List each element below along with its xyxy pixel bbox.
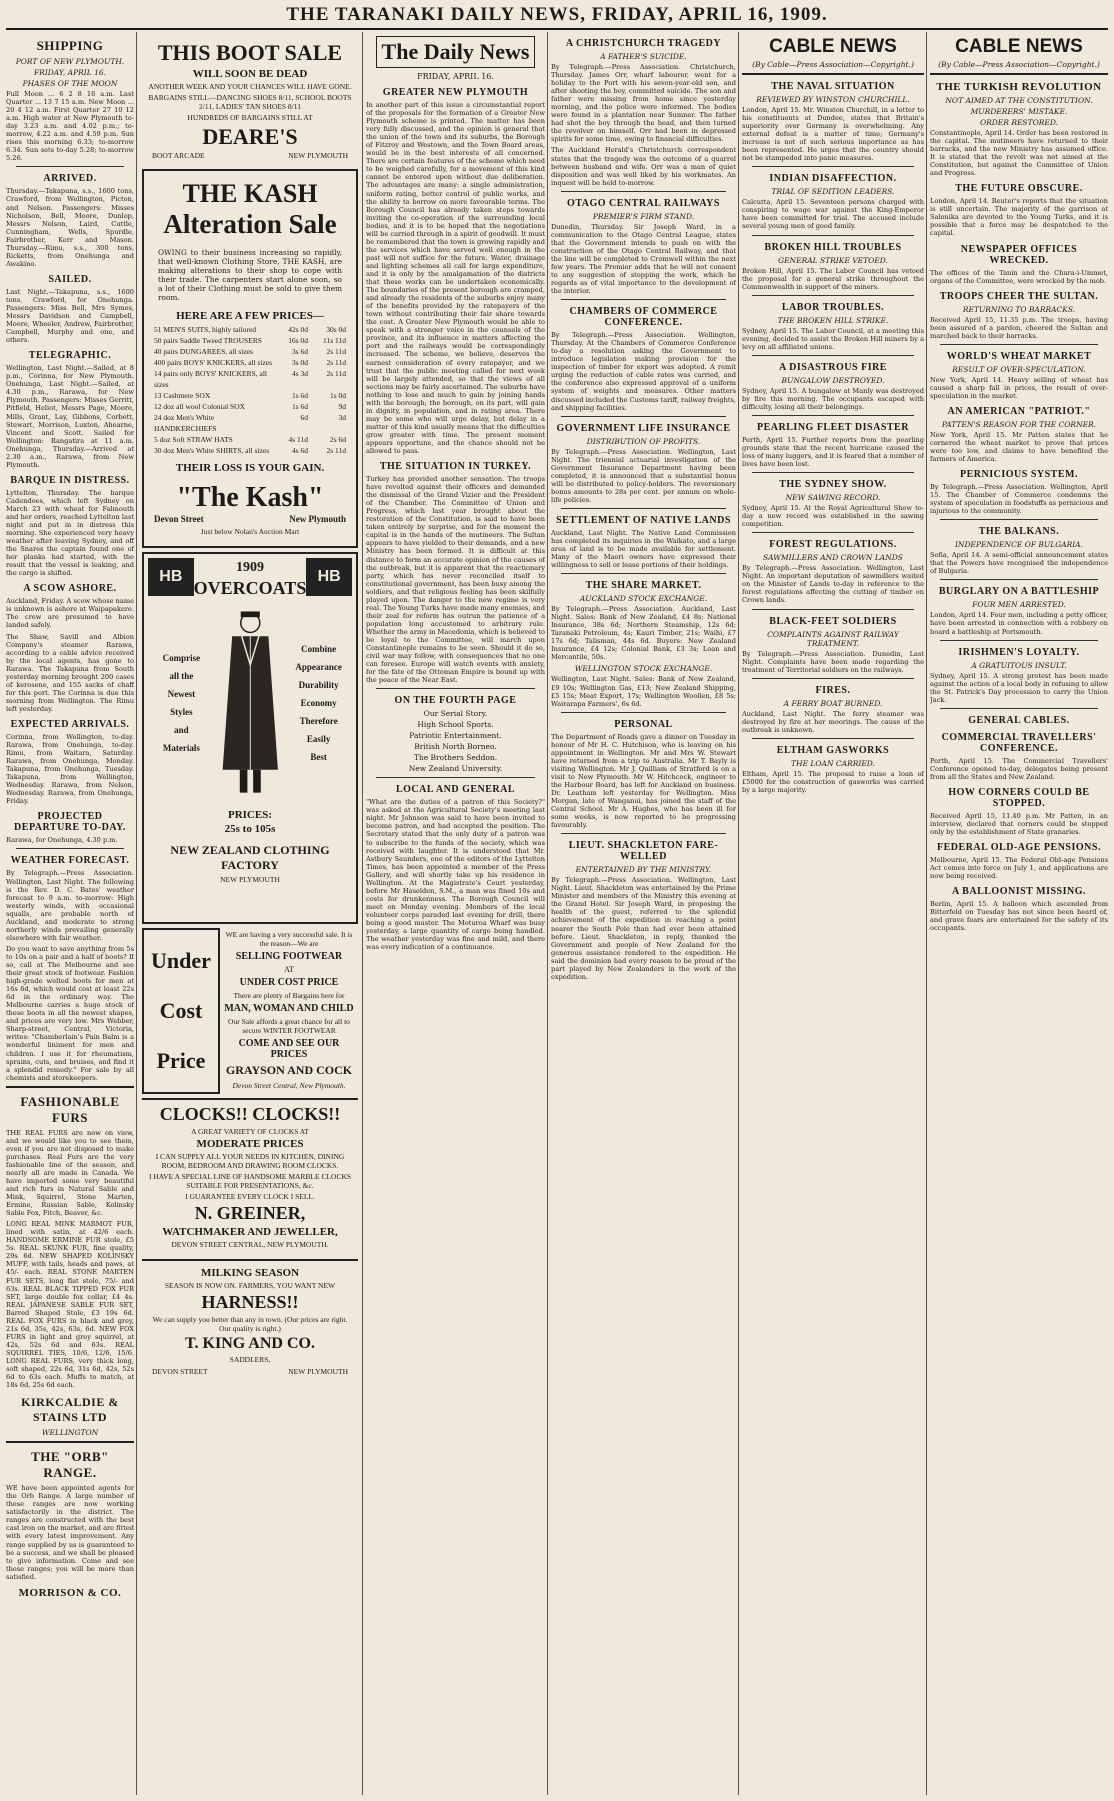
section-heading: HOW CORNERS COULD BE STOPPED. (948, 786, 1090, 809)
section-heading: THE BALKANS. (978, 526, 1060, 538)
hb-logo-icon: HB (306, 558, 352, 596)
column-divider (362, 32, 363, 1795)
masthead: THE TARANAKI DAILY NEWS, FRIDAY, APRIL 16, 1909. (286, 4, 828, 25)
ad-subtitle: HERE ARE A FEW PRICES— (176, 310, 324, 322)
article-text: Rarawa, for Onehunga, 4.30 p.m. (6, 836, 118, 845)
article-text: Received April 15, 11.35 p.m. The troops, having been assured of a pardon, cheered the Sultan and marched back to their barracks. (930, 315, 1108, 340)
ad-subtitle: THEIR LOSS IS YOUR GAIN. (175, 462, 325, 474)
price-row (148, 390, 352, 401)
article-text: By Telegraph.—Press Association. Wellington, Last Night. An important deputation of sawmillers waited on the Minister of Lands to-day in reference to the forest regulations affecting the cutting of timber on Crown lands. (742, 564, 924, 605)
price-was: 3s 0d (291, 358, 308, 367)
price-now: 2s 11d (326, 347, 346, 356)
price-now: 2s 11d (326, 358, 346, 367)
section-subheading: PATTEN'S REASON FOR THE CORNER. (941, 419, 1097, 429)
ad-line: HUNDREDS OF BARGAINS STILL AT (187, 113, 313, 122)
price-list (148, 324, 352, 456)
ad-advertiser: T. KING AND CO. (185, 1335, 315, 1352)
price-row (148, 434, 352, 445)
section-heading: ARRIVED. (43, 173, 97, 185)
price-row (148, 368, 352, 390)
section-heading: ON THE FOURTH PAGE (394, 695, 517, 707)
section-heading: LABOR TROUBLES. (781, 301, 885, 313)
section-heading: THE SYDNEY SHOW. (779, 479, 887, 491)
article-text: By Telegraph.—Press Association. Wellington, Last Night. Lieut. Shackleton was entertained by the Prime Minister and members of the Ministry this evening at the Grand Hotel. Sir Joseph Ward, in proposing the health of the guest, referred to the splendid achievement of the expedition in reaching a point nearer the South Pole than had ever been attained before. Lieut. Shackleton, in reply, thanked the Government and people of New Zealand for the generous assistance rendered to the expedition. He said the dominion had every reason to be proud of the part played by New Zealanders in the work of the expedition. (551, 876, 736, 981)
section-heading: ELTHAM GASWORKS (776, 744, 890, 756)
ad-line: DEVON STREET (152, 1367, 208, 1376)
article-text: The Shaw, Savill and Albion Company's steamer Rarawa, according to a cable advice received by the local agents, has gone to Rarawa. The Takapuna from South yesterday morning brought 200 cases of kerosene, and 155 sacks of chaff for this port. The Corinna is due this morning from Wellington. The Rimu left yesterday. (6, 632, 134, 713)
section-subheading: (By Cable—Press Association—Copyright.) (752, 60, 914, 69)
section-subheading: THE BROKEN HILL STRIKE. (777, 315, 889, 325)
price-item: 12 doz all wool Colonial SOX (154, 402, 246, 411)
article-text: Wellington, Last Night.—Sailed, at 8 p.m., Corinna, for New Plymouth. Onehunga, Last Night.—Sailed, at 4.30 p.m., Rarawa, for New Plymouth. Passengers: Misses Gerritt, Pitfield, Heliot, Messrs Page, Moore, Mills, Grant, Lay, Gibbons, Corbett, Stewart, Morrison, Luxton, Ahearne, Vincent and Scott. Sailed for Wellington: Rangatira at 11 a.m. Onehunga, Thursday.—Arrived at 2.30 a.m., Rarawa, from New Plymouth. (6, 364, 134, 469)
contents-item: Patriotic Entertainment. (409, 731, 502, 741)
feature-item: Materials (162, 743, 200, 753)
ad-line: I HAVE A SPECIAL LINE OF HANDSOME MARBLE CLOCKS SUITABLE FOR PRESENTATIONS, &c. (148, 1172, 352, 1190)
article-text: Perth, April 15. Further reports from the pearling grounds state that the recent hurricane caused the loss of many luggers, and it is feared that a number of lives have been lost. (742, 435, 924, 469)
price-item: 50 pairs Saddle Tweed TROUSERS (154, 336, 262, 345)
section-heading: INDIAN DISAFFECTION. (769, 173, 897, 185)
article-text: Turkey has provided another sensation. The troops have revolted against their officers and demanded the dismissal of the Grand Vizier and the President of the Chamber. The Committee of Union and Progress, which last year brought about the restoration of the Constitution, is said to have been taken entirely by surprise, and for the moment the capital is in the hands of the mutineers. The Sultan appears to have yielded to their demands, and a new Ministry has been formed. It is difficult at this distance to form an accurate opinion of the causes of the outbreak, but it is apparent that the reactionary party, which has never reconciled itself to constitutional government, has been busy among the soldiers, and that religious feeling has been skilfully played upon. The danger to the new regime is very real. The Young Turks have made many enemies, and their zeal for reform has outrun the patience of a population long accustomed to arbitrary rule. Whether the army in Macedonia, which is believed to be loyal to the Committee, will march upon Constantinople remains to be seen. Should it do so, civil war may follow, with consequences that no one can foresee. Europe will watch events with anxiety, for the fate of the Ottoman Empire is bound up with the peace of the Near East. (366, 475, 545, 685)
ad-title: HARNESS!! (201, 1292, 299, 1312)
contents-item: British North Borneo. (414, 742, 497, 752)
cable-news-column (742, 32, 924, 1795)
ad-title: OVERCOATS (193, 578, 307, 598)
article-text: By Telegraph.—Press Association. Wellington, Thursday. At the Chambers of Commerce Conference to-day a resolution asking the Government to introduce legislation making provision for the inspection of timber for export was adopted. A remit urging the reduction of cable rates was carried, and the conference also expressed approval of a uniform system of weights and measures. Other matters discussed included the Customs tariff, railway freights, and shipping facilities. (551, 331, 736, 412)
section-subheading: FOUR MEN ARRESTED. (972, 600, 1066, 610)
price-item: 51 MEN'S SUITS, highly tailored (154, 325, 256, 334)
article-text: London, April 15. Mr. Winston Churchill, in a letter to his constituents at Dundee, states that Britain's superiority over Germany is overwhelming. Any external defeat is a matter of time; Germany's increase is not of such serious importance as has been represented. He urges that the country should not be stampeded into panic measures. (742, 106, 924, 163)
feature-item: Appearance (295, 662, 342, 672)
section-heading: PEARLING FLEET DISASTER (757, 421, 909, 433)
price-was: 6d (300, 413, 308, 422)
ad-advertiser: N. GREINER, (194, 1203, 306, 1223)
advertiser-town: WELLINGTON (41, 1428, 99, 1438)
column-divider (926, 32, 927, 1795)
ad-body: OWING to their business increasing so rapidly, that well-known Clothing Store, THE KASH, are making alterations to their shop to cope with their trade. The carpenters start alone soon, so a lot of their Clothing must be sold to give them room. (158, 248, 342, 302)
price-was: 42s 0d (288, 325, 308, 334)
price-was: 4s 3d (291, 369, 308, 378)
section-heading: LIEUT. SHACKLETON FARE-WELLED (568, 840, 719, 863)
section-subheading: NEW SAWING RECORD. (785, 493, 881, 503)
section-heading: FIRES. (815, 684, 851, 696)
section-heading: WEATHER FORECAST. (10, 855, 130, 867)
ad-line: New Plymouth (289, 514, 346, 524)
section-subheading: A FATHER'S SUICIDE. (600, 52, 687, 61)
ad-advertiser: "The Kash" (176, 482, 324, 513)
article-text: Calcutta, April 15. Seventeen persons charged with conspiring to wage war against the King-Emperor have been committed for trial. The accused include several young men of good family. (742, 198, 924, 231)
article-text: The Department of Roads gave a dinner on Tuesday in honour of Mr H. C. Hutchison, who is leaving on his appointment in Wellington. Mr and Mrs W. Stewart have returned from a trip to Australia. Mr T. Bayly is visiting Wellington. Mr J. Quilliam of Stratford is on a visit to New Plymouth. Mr W. Hitchcock, engineer to the Harbour Board, has left for Auckland on business. Dr. Leatham left yesterday for Wellington. Miss Morgan, late of Wanganui, has joined the staff of the Central School. Mr A. Hughes, who has been ill for some weeks, is now reported to be progressing favourably. (551, 732, 736, 830)
section-subheading: MURDERERS' MISTAKE. (970, 107, 1068, 116)
section-subheading: FRIDAY, APRIL 16. (33, 68, 107, 77)
price-now: 2s 11d (326, 369, 346, 378)
editorial-date: FRIDAY, APRIL 16. (417, 72, 494, 81)
price-now: 30s 0d (326, 325, 346, 334)
price-now: 9d (338, 402, 346, 411)
ad-line: COME AND SEE OUR PRICES (238, 1038, 340, 1060)
section-heading: PERNICIOUS SYSTEM. (960, 469, 1078, 481)
section-heading: THE FUTURE OBSCURE. (955, 183, 1083, 195)
feature-item: Newest (167, 689, 196, 699)
feature-item: Combine (301, 644, 337, 654)
price-was: 4s 11d (288, 435, 308, 444)
section-heading: GOVERNMENT LIFE INSURANCE (556, 422, 731, 434)
ad-title: Price (156, 1048, 206, 1073)
greiner-clocks-ad (142, 1098, 358, 1255)
section-heading: NEWSPAPER OFFICES WRECKED. (960, 243, 1078, 266)
ad-line: Our Sale affords a great chance for all to secure WINTER FOOTWEAR (228, 1017, 350, 1035)
article-text: Auckland, Last Night. The Native Land Commission has completed its inquiries in the Waikato, and a large area of land is to be made available for settlement. Many of the Maori owners have expressed their willingness to sell or lease portions of their holdings. (551, 528, 736, 570)
section-heading: AN AMERICAN "PATRIOT." (947, 405, 1091, 417)
article-text: In another part of this issue a circumstantial report of the proposals for the formation of a Greater New Plymouth scheme is printed. The matter has been very fully discussed, and the opinion is general that the union of the town and its suburbs, the Borough of Fitzroy and Westown, and the Town Board areas, would be in the best interests of all concerned. There are certain features of the scheme which need to be weighed carefully, for a movement of this kind cannot be entered upon without due deliberation. The advantages are many: a single administration, uniform rating, better control of public works, and the ability to borrow on more favourable terms. The Borough Council has already taken steps towards inviting the co-operation of the surrounding local bodies, and it is to be hoped that the negotiations will be carried through in a spirit of goodwill. It must be remembered that the town is growing rapidly and the services which have served well enough in the past will not suffice for the future. Water, drainage and lighting schemes all call for large expenditure, and it is only by the amalgamation of the districts that these works can be undertaken economically. The boundaries of the present borough are cramped, and already the residents of the suburbs enjoy many of the benefits provided by the ratepayers of the town without contributing their fair share towards the cost. A Greater New Plymouth would be able to speak with a stronger voice in the counsels of the province, and its influence in matters affecting the port and the railways would be correspondingly increased. The scheme, we believe, deserves the earnest consideration of every ratepayer, and we trust that the public meeting called for next week will be largely attended, so that the views of all sections may be fairly ascertained. The suburbs have nothing to lose and much to gain by joining hands with the borough; the borough, on its part, will gain in dignity, in population, and in rating area. There may be some who will urge delay, but delay in a matter of this kind usually means that the difficulties grow greater with time. The present moment appears opportune, and the chance should not be allowed to pass. (366, 101, 545, 456)
ad-year: 1909 (236, 560, 264, 575)
section-subheading: REVIEWED BY WINSTON CHURCHILL. (756, 95, 910, 104)
article-text: London, April 14. Four men, including a petty officer, have been arrested in connection with a robbery on board a battleship at Portsmouth. (930, 611, 1108, 636)
price-now: 3d (338, 413, 346, 422)
ad-title: MILKING SEASON (200, 1267, 300, 1279)
article-text: By Telegraph.—Press Association. Wellington, April 15. The Chamber of Commerce condemns the system of speculation in foodstuffs as pernicious and injurious to the community. (930, 483, 1108, 516)
column-divider (136, 32, 137, 1795)
section-subheading: THE LOAN CARRIED. (791, 758, 875, 768)
feature-item: Economy (300, 698, 337, 708)
section-heading: LOCAL AND GENERAL (395, 784, 516, 796)
ad-line: 25s to 105s (224, 823, 276, 835)
ad-line: SEASON IS NOW ON. FARMERS, YOU WANT NEW (164, 1281, 336, 1290)
section-subheading: DISTRIBUTION OF PROFITS. (586, 436, 701, 446)
section-heading: THE TURKISH REVOLUTION (936, 81, 1102, 93)
section-heading: WORLD'S WHEAT MARKET (946, 350, 1092, 362)
article-text: Sofia, April 14. A semi-official announcement states that the Powers have recognised the independence of Bulgaria. (930, 551, 1108, 576)
price-item: 30 doz Men's White SHIRTS, all sizes (154, 446, 270, 455)
ad-line: SELLING FOOTWEAR (235, 951, 343, 962)
shipping-column (6, 32, 134, 1795)
section-subheading: AUCKLAND STOCK EXCHANGE. (579, 594, 708, 604)
section-heading: TELEGRAPHIC. (28, 350, 112, 362)
kash-alteration-sale-ad (142, 169, 358, 548)
section-subheading: RETURNING TO BARRACKS. (962, 304, 1076, 314)
feature-item: Therefore (299, 716, 338, 726)
masthead-rule (6, 28, 1108, 30)
ad-title: THE KASH (182, 179, 318, 208)
article-text: Do you want to save anything from 5s to 10s on a pair and a half of boots? If so, call at The Melbourne and see their great stock of footwear. Fashion high-grade welted boots for men at 16s 6d, which would cost at least 22s 6d in the ordinary way. The Melbourne carries a huge stock of these boots in all the newest shapes, and prices are very low. Mrs Webber, Sharp-street, Central, Victoria, writes: "Chamberlain's Pain Balm is a wonderful liniment for men and children. I use it for rheumatism, sprains, cuts, and bruises, and find it a splendid remedy." For sale by all chemists and storekeepers. (6, 944, 134, 1082)
ad-line: ANOTHER WEEK AND YOUR CHANCES WILL HAVE GONE. (148, 82, 352, 91)
section-heading: PROJECTED DEPARTURE TO-DAY. (14, 811, 126, 834)
advertiser-name: KIRKCALDIE & STAINS LTD (21, 1395, 119, 1425)
article-text: By Telegraph.—Press Association. Christchurch, Thursday. James Orr, wharf labourer, went for a holiday to the Port with his seven-year-old son, and after shooting the boy, committed suicide. The son and father were missing from home since yesterday morning, and the police were informed. The bodies were found in a plantation near Sumner. The father had shot the boy through the head, and then turned the revolver on himself. Orr had been in depressed spirits for some time, owing to financial difficulties. (551, 63, 736, 144)
cable-news-column (930, 32, 1108, 1795)
ad-title: CLOCKS!! CLOCKS!! (159, 1104, 341, 1124)
ad-line: Devon Street (154, 514, 204, 524)
price-item: 24 doz Men's White HANDKERCHIEFS (154, 413, 217, 433)
article-text: By Telegraph.—Press Association. Wellington, Last Night. The triennial actuarial investigation of the Government Insurance Department having been completed, it is announced that a substantial bonus will be distributed to policy-holders. The reversionary bonus amounts to 28s per cent. per annum on whole-life policies. (551, 447, 736, 504)
feature-item: Comprise (162, 653, 201, 663)
article-text: New York, April 15. Mr Patten states that he cornered the wheat market to prove that prices were too low, and claims to have benefited the farmers of America. (930, 430, 1108, 464)
section-heading: SAILED. (48, 273, 92, 285)
price-was: 1s 6d (291, 391, 308, 400)
article-text: The offices of the Tanin and the Chura-i-Ummet, organs of the Committee, were wrecked by the mob. (930, 268, 1108, 285)
price-row (148, 346, 352, 357)
article-text: "What are the duties of a patron of this Society?" was asked at the Agricultural Society's meeting last night. Mr Johnson was said to have been invited to become patron, and had accepted the position. The Secretary stated that the only duty of a patron was to subscribe to the funds of the society, which was received with laughter. It is understood that Mr. Astbury Saunders, one of the editors of the Lyttelton Times, has been appointed a member of the Press Gallery, and will shortly take up his residence in Wellington. At the Magistrate's Court yesterday, before Mr Haselden, S.M., a man was fined 10s and costs for drunkenness. The Borough Council will meet on Monday evening. Members of the local volunteer corps paraded last evening for drill, there being a good muster. The Moturoa Wharf was busy yesterday, a large quantity of cargo being handled. The weather yesterday was fine and mild, and there was every indication of a continuance. (366, 798, 545, 952)
news-column (551, 32, 736, 1795)
contents-item: High School Sports. (417, 720, 494, 730)
article-text: By Telegraph.—Press Association. Dunedin, Last Night. Complaints have been made regarding the treatment of Territorial soldiers on the railways. (742, 649, 924, 674)
feature-list (285, 644, 352, 762)
ad-line: NEW PLYMOUTH (288, 1367, 348, 1376)
ad-line: Devon Street Central, New Plymouth. (232, 1081, 346, 1090)
feature-item: Easily (306, 734, 331, 744)
article-text: Sydney, April 15. A bungalow at Manly was destroyed by fire this morning. The occupants escaped with difficulty, losing all their belongings. (742, 386, 924, 411)
ad-line: WATCHMAKER AND JEWELLER, (162, 1226, 338, 1238)
price-item: 400 pairs BOYS' KNICKERS, all sizes (154, 358, 273, 367)
price-row (148, 412, 352, 434)
ad-line: I GUARANTEE EVERY CLOCK I SELL. (185, 1192, 315, 1201)
article-text: Sydney, April 15. A strong protest has been made against the action of a local body in refusing to allow the St. Patrick's Day procession to carry the Union Jack. (930, 671, 1108, 704)
contents-item: The Brothers Seddon. (413, 753, 498, 763)
section-subheading: TRIAL OF SEDITION LEADERS. (771, 187, 895, 197)
section-heading: CHAMBERS OF COMMERCE CONFERENCE. (569, 306, 718, 329)
editorial-title: The Daily News (376, 36, 535, 68)
price-row (148, 401, 352, 412)
ad-advertiser: DEARE'S (202, 124, 298, 149)
price-row (148, 335, 352, 346)
section-heading: FOREST REGULATIONS. (769, 539, 897, 551)
section-heading: EXPECTED ARRIVALS. (10, 719, 130, 730)
article-text: Constantinople, April 14. Order has been restored in the capital. The mutineers have returned to their barracks, and the new Ministry has assumed office. It is stated that the revolt was not aimed at the Constitution, but against the Committee of Union and Progress. (930, 129, 1108, 178)
price-was: 4s 6d (291, 446, 308, 455)
article-text: Received April 15, 11.40 p.m. Mr Patten, in an interview, declared that corners could be stopped only by the establishment of State granaries. (930, 811, 1108, 836)
section-heading: BLACK-FEET SOLDIERS (769, 615, 897, 627)
section-heading: A SCOW ASHORE. (23, 583, 117, 595)
article-text: London, April 14. Reuter's reports that the situation is still uncertain. The majority of the garrison at Salonika are devoted to the Young Turks, and it is possible that a force may be despatched to the capital. (930, 197, 1108, 238)
feature-item: and (174, 725, 189, 735)
ad-advertiser: GRAYSON AND COCK (225, 1063, 353, 1077)
editorial-column (366, 32, 545, 1795)
ad-line: There are plenty of Bargains here for (233, 991, 345, 1000)
section-subheading: PHASES OF THE MOON (22, 79, 118, 88)
price-item: 14 pairs only BOYS' KNICKERS, all sizes (154, 369, 268, 389)
article-text: Perth, April 15. The Commercial Travellers' Conference opened to-day, delegates being present from all the States and New Zealand. (930, 756, 1108, 781)
feature-item: Best (310, 752, 327, 762)
ad-line: Just below Nolan's Auction Mart (200, 527, 300, 536)
advertisement-column (140, 32, 360, 1795)
section-subheading: A FERRY BOAT BURNED. (783, 698, 883, 708)
section-subheading: GENERAL STRIKE VETOED. (778, 255, 888, 265)
contents-list (366, 709, 545, 773)
section-subheading: (By Cable—Press Association—Copyright.) (938, 60, 1100, 69)
ad-title: Cost (159, 998, 203, 1023)
section-subheading: SAWMILLERS AND CROWN LANDS (763, 553, 903, 563)
price-now: 2s 11d (326, 446, 346, 455)
ad-line: SADDLERS, (229, 1355, 271, 1364)
article-text: New York, April 14. Heavy selling of wheat has caused a sharp fall in prices, the result of over-speculation in the market. (930, 375, 1108, 400)
price-was: 1s 6d (291, 402, 308, 411)
grayson-cock-ad (142, 928, 358, 1094)
section-heading: BARQUE IN DISTRESS. (10, 474, 130, 486)
column-divider (738, 32, 739, 1795)
article-text: By Telegraph.—Press Association. Wellington, Last Night. The following is the Rev. D. C. Bates' weather forecast to 9 a.m. to-morrow: High westerly winds, with occasional squalls, are probable north of Auckland, and moderate to strong northerly winds prevailing generally elsewhere with fair weather. (6, 869, 134, 942)
section-heading: OTAGO CENTRAL RAILWAYS (567, 197, 720, 209)
article-text: Auckland, Friday. A scow whose name is unknown is ashore at Waipapakere. The crew are presumed to have landed safely. (6, 597, 134, 630)
ad-line: BARGAINS STILL—DANCING SHOES 8/11, SCHOOL BOOTS 2/11, LADIES' TAN SHOES 8/11 (148, 93, 352, 111)
section-heading: THE SHARE MARKET. (585, 580, 702, 592)
section-heading: GREATER NEW PLYMOUTH (382, 87, 529, 98)
contents-item: New Zealand University. (408, 764, 503, 774)
advertiser-name: MORRISON & CO. (18, 1586, 122, 1599)
ad-line: WE are having a very successful sale. It is the reason—We are (225, 930, 353, 948)
ad-title: Alteration Sale (163, 209, 337, 239)
price-now: 2s 6d (329, 435, 346, 444)
ad-line: AT (284, 965, 294, 974)
article-text: Corinna, from Wellington, to-day. Rarawa, from Onehunga, to-day. Rimu, from Waitara, Saturday. Rarawa, from Onehunga, Monday. Takapuna, from Onehunga, Tuesday. Takapuna, from Wellington, Wednesday. Rarawa, from Nelson, Wednesday. Rarawa, from Onehunga, Friday. (6, 733, 134, 806)
article-text: Auckland, Last Night. The ferry steamer was destroyed by fire at her moorings. The cause of the outbreak is unknown. (742, 709, 924, 734)
section-subheading: COMPLAINTS AGAINST RAILWAY TREATMENT. (767, 629, 899, 648)
section-subheading: WELLINGTON STOCK EXCHANGE. (574, 664, 713, 674)
section-heading: CABLE NEWS (955, 36, 1083, 57)
section-heading: SETTLEMENT OF NATIVE LANDS (556, 514, 731, 526)
ad-line: UNDER COST PRICE (239, 977, 339, 988)
feature-list (148, 653, 215, 753)
section-heading: BURGLARY ON A BATTLESHIP (938, 586, 1100, 598)
price-row (148, 357, 352, 368)
king-harness-ad (142, 1259, 358, 1381)
section-heading: THE SITUATION IN TURKEY. (379, 461, 532, 473)
ad-line: We can supply you better than any in town. (Our prices are right. Our quality is right.) (152, 1315, 348, 1333)
price-now: 1s 0d (329, 391, 346, 400)
article-text: THE REAL FURS are now on view, and we would like you to see them, even if you are not disposed to make purchases. Real Furs are the very fashionable line of the season, and nearly all are made in Canada. We have imported some very beautiful and rich furs in Natural Sable and Mink, Squirrel, Stone Marten, Ermine, Russian Sable, Kolinsky Sable Fox, Fitch, Beaver, &c. (6, 1128, 134, 1218)
article-text: Sydney, April 15. At the Royal Agricultural Show to-day a new record was established in the sawing competition. (742, 504, 924, 529)
section-heading: COMMERCIAL TRAVELLERS' CONFERENCE. (941, 731, 1097, 754)
section-heading: PERSONAL (614, 718, 673, 730)
price-was: 16s 0d (288, 336, 308, 345)
section-heading: FEDERAL OLD-AGE PENSIONS. (937, 842, 1101, 854)
price-was: 3s 6d (291, 347, 308, 356)
price-item: 13 Cashmere SOX (154, 391, 211, 400)
section-heading: THE "ORB" RANGE. (31, 1449, 109, 1481)
ad-line: PRICES: (227, 809, 272, 821)
article-text: Dunedin, Thursday. Sir Joseph Ward, in a communication to the Otago Central League, states that the Government intends to push on with the construction of the Otago Central Railway, and that the line will be completed to Cromwell within the next few years. The Premier adds that he will not consent to any suggestion of stopping the work, which he regards as of vital importance to the development of the interior. (551, 222, 736, 296)
article-text: Full Moon ... 6 2 8 16 a.m. Last Quarter ... 13 7 15 a.m. New Moon ... 20 4 12 a.m. First Quarter 27 10 12 a.m. High water at New Plymouth to-day 3.23 a.m. and 4.02 p.m.; to-morrow, 4.22 a.m. and 4.59 p.m. Sun rises this morning 6.33; to-morrow 6.34. Sun sets to-day 5.28; to-morrow 5.26. (6, 90, 134, 163)
price-row (148, 445, 352, 456)
ad-title: Under (151, 948, 211, 973)
article-text: The Auckland Herald's Christchurch correspondent states that the tragedy was the outcome of a quarrel between husband and wife. Orr was a man of quiet disposition and was well liked by his workmates. An inquest will be held to-morrow. (551, 146, 736, 187)
article-text: Berlin, April 15. A balloon which ascended from Bitterfeld on Tuesday has not since been heard of, and grave fears are entertained for the safety of its occupants. (930, 900, 1108, 933)
article-text: Melbourne, April 15. The Federal Old-age Pensions Act comes into force on July 1, and applications are now being received. (930, 856, 1108, 881)
ad-line: NEW PLYMOUTH (288, 151, 348, 160)
section-heading: A DISASTROUS FIRE (779, 361, 887, 373)
feature-item: all the (169, 671, 194, 681)
article-text: By Telegraph.—Press Association. Auckland, Last Night. Sales: Bank of New Zealand, £4 8s; National Insurance, 38s 6d; Northern Steamship, 12s 6d; Taranaki Petroleum, 4s; Kauri Timber, 21s; Waihi, £7 17s 6d; Talisman, 44s 6d. Buyers: New Zealand Insurance, £4 12s; Colonial Bank, £3 3s; Loan and Mercantile, 50s. (551, 605, 736, 662)
column-divider (547, 32, 548, 1795)
hb-logo-icon: HB (148, 558, 194, 596)
overcoats-ad (142, 552, 358, 924)
article-text: Thursday.—Takapuna, s.s., 1600 tons, Crawford, from Wellington, Picton, and Nelson. Passengers: Misses Nicholson, Bell, Moore, Dunlop, Messrs Nelson, Laird, Cuttle, Cunningham, Wells, Spurdle, Fairbrother, Kerr and Mason. Thursday.—Rimu, s.s., 300 tons, Ricketts, from Onehunga and Awakino. (6, 187, 134, 268)
ad-line: NEW PLYMOUTH (220, 875, 280, 884)
section-heading: A BALLOONIST MISSING. (952, 886, 1086, 898)
ad-line: BOOT ARCADE (152, 151, 205, 160)
feature-item: Durability (298, 680, 339, 690)
ad-subtitle: MODERATE PRICES (196, 1138, 304, 1150)
article-text: Lyttelton, Thursday. The barque Cadendoes, which left Sydney on March 23 with wheat for Falmouth and her orders, reached Lyttelton last night and put in in distress this morning. She experienced very heavy weather after leaving Sydney, and off the Snares the captain found one of her planks had started, with the result that the vessel is leaking, and the cargo is shifted. (6, 488, 134, 578)
section-subheading: A GRATUITOUS INSULT. (971, 660, 1067, 670)
section-subheading: ORDER RESTORED. (980, 118, 1058, 127)
contents-item: Our Serial Story. (423, 709, 488, 719)
price-now: 11s 11d (323, 336, 346, 345)
article-text: LONG REAL MINK MARMOT FUR, lined with satin, at 42/6 each. HANDSOME ERMINE FUR stole, £5 5s. REAL SKUNK FUR, fine quality, 29s 6d. NEW SHAPED KOLINSKY MUFF, with tails, heads and paws, at 45/- each. REAL STONE MARTEN FUR SETS, long flat stole, 75/- and 63s. REAL BLACK TIPPED FOX FUR SET, large double fox collar, £4 4s. REAL JAPANESE SABLE FUR SET, Barred Shaped Stole, £3 19s 6d. REAL FOX FURS in black and grey, 21s 6d, 35s, 42s, 63s, 6d. NEW FOX FURS in light and grey squirrel, at 42s, 52s 6d and 63s. REAL SQUIRREL TIES, 10/6, 12/6, 15/6. LONG REAL FURS, very thick long, soft shaped, 22s 6d, 31s 6d, 42s, 52s 6d to 63s each. Muffs to match, at 18s 6d, 25s 6d each. (6, 1220, 134, 1390)
ad-line: I CAN SUPPLY ALL YOUR NEEDS IN KITCHEN, DINING ROOM, BEDROOM AND DRAWING ROOM CLOCKS. (155, 1152, 345, 1170)
ad-subtitle: WILL SOON BE DEAD (192, 68, 308, 80)
section-subheading: BUNGALOW DESTROYED. (781, 375, 885, 385)
article-text: Broken Hill, April 15. The Labor Council has vetoed the proposal for a general strike throughout the Commonwealth in support of the miners. (742, 266, 924, 291)
article-text: Last Night.—Takapuna, s.s., 1600 tons, Crawford, for Onehunga. Passengers: Miss Bell, Mrs Symes, Messrs Davidson and Campbell, Moore, Wheeler, Andrew, Fairbrother, Campbell, Murphy and one, and others. (6, 287, 134, 345)
overcoat-illustration-icon (215, 603, 286, 803)
price-item: 40 pairs DUNGAREES, all sizes (154, 347, 253, 356)
ad-line: MAN, WOMAN AND CHILD (224, 1003, 354, 1014)
section-heading: TROOPS CHEER THE SULTAN. (939, 290, 1099, 302)
section-heading: SHIPPING (36, 38, 104, 53)
section-subheading: INDEPENDENCE OF BULGARIA. (954, 540, 1084, 550)
section-heading: GENERAL CABLES. (968, 714, 1070, 726)
section-heading: BROKEN HILL TROUBLES (764, 241, 902, 253)
article-text: WE have been appointed agents for the Orb Range. A large number of these ranges are now working satisfactorily in the district. The ranges are constructed with the best cast iron on the market, and are fitted with every latest improvement. Any range supplied by us is guaranteed to be a success, and we shall be pleased to give information. Come and see these ranges; you will be more than satisfied. (6, 1484, 134, 1581)
section-subheading: ENTERTAINED BY THE MINISTRY. (575, 865, 712, 875)
article-text: Sydney, April 15. The Labor Council, at a meeting this evening, decided to assist the Broken Hill miners by a levy on all affiliated unions. (742, 326, 924, 351)
section-subheading: PORT OF NEW PLYMOUTH. (15, 57, 125, 66)
ad-line: DEVON STREET CENTRAL, NEW PLYMOUTH. (171, 1240, 329, 1249)
section-heading: A CHRISTCHURCH TRAGEDY (565, 38, 722, 49)
price-item: 5 doz Soft STRAW HATS (154, 435, 233, 444)
price-row (148, 324, 352, 335)
section-subheading: PREMIER'S FIRM STAND. (592, 211, 695, 221)
article-text: Wellington, Last Night. Sales: Bank of New Zealand, £9 10s; Wellington Gas, £13; New Zealand Shipping, £5 15s; Meat Export, 17s; Wellington Woollen, £8 5s; Wairarapa Farmers', 6s 6d. (551, 675, 736, 708)
ad-advertiser: NEW ZEALAND CLOTHING FACTORY (170, 843, 330, 872)
section-heading: CABLE NEWS (769, 36, 897, 57)
section-subheading: RESULT OF OVER-SPECULATION. (952, 364, 1086, 374)
feature-item: Styles (170, 707, 193, 717)
section-heading: IRISHMEN'S LOYALTY. (958, 646, 1080, 658)
section-heading: FASHIONABLE FURS (20, 1093, 120, 1125)
boot-sale-ad (142, 36, 358, 165)
ad-line: A GREAT VARIETY OF CLOCKS AT (191, 1127, 309, 1136)
section-subheading: NOT AIMED AT THE CONSTITUTION. (945, 96, 1093, 105)
article-text: Eltham, April 15. The proposal to raise a loan of £5000 for the construction of gasworks was carried by a large majority. (742, 769, 924, 794)
section-heading: THE NAVAL SITUATION (771, 81, 895, 92)
ad-title: THIS BOOT SALE (157, 40, 343, 65)
